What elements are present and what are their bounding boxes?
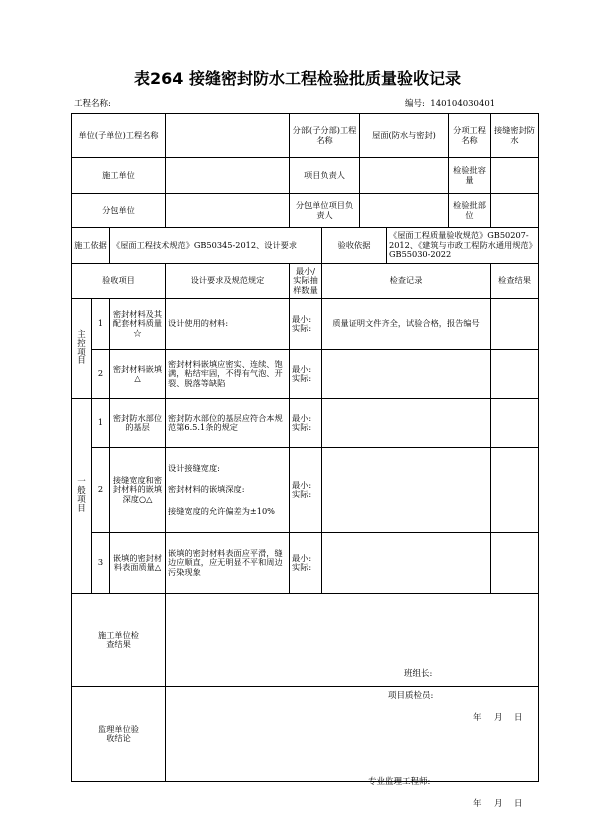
row-requirement: 设计使用的材料: <box>166 299 290 350</box>
code-label: 编号: <box>405 99 425 109</box>
inspection-table <box>71 113 539 809</box>
row-requirement: 设计接缝宽度: 密封材料的嵌填深度: 接缝宽度的允许偏差为±10% <box>166 448 290 533</box>
constructor-check-label: 施工单位检查结果 <box>72 594 166 687</box>
col-header-result: 检查结果 <box>491 264 539 299</box>
sub-item-label-cell: 分项工程名称 <box>449 114 491 158</box>
general-group-cell: 一般项目 <box>72 399 92 594</box>
year-label: 年 <box>473 713 482 723</box>
subcontractor-label-cell: 分包单位 <box>72 194 166 228</box>
row-item-name: 密封材料及其配套材料质量☆ <box>110 299 166 350</box>
table-row <box>72 299 539 350</box>
row-sample[interactable]: 最小: 实际: <box>290 533 322 594</box>
row-result[interactable] <box>491 448 539 533</box>
part-value-cell[interactable] <box>491 194 539 228</box>
main-group-cell: 主控项目 <box>72 299 92 399</box>
row-no: 2 <box>92 350 110 399</box>
table-row <box>72 533 539 594</box>
row-sample[interactable]: 最小: 实际: <box>290 299 322 350</box>
sub-item-value-cell: 接缝密封防水 <box>491 114 539 158</box>
code-field <box>405 97 495 109</box>
row-item-name: 密封材料嵌填△ <box>110 350 166 399</box>
year-label: 年 <box>473 799 482 809</box>
day-label: 日 <box>514 799 523 809</box>
supervisor-check-label: 监理单位验收结论 <box>72 687 166 782</box>
row-no: 3 <box>92 533 110 594</box>
sub-part-value-cell: 屋面(防水与密封) <box>360 114 449 158</box>
day-label: 日 <box>514 713 523 723</box>
month-label: 月 <box>494 799 503 809</box>
accept-basis-label-cell: 验收依据 <box>322 228 387 264</box>
basis-value-cell: 《屋面工程技术规范》GB50345-2012、设计要求 <box>110 228 322 264</box>
row-item-name: 嵌填的密封材料表面质量△ <box>110 533 166 594</box>
team-leader-label: 班组长: <box>404 669 433 679</box>
page-title: 表264 接缝密封防水工程检验批质量验收记录 <box>134 69 461 88</box>
table-row <box>72 448 539 533</box>
constructor-check-area[interactable] <box>166 594 539 723</box>
row-record[interactable] <box>322 533 491 594</box>
row-result[interactable] <box>491 299 539 350</box>
sub-pm-value-cell[interactable] <box>360 194 449 228</box>
unit-label-cell: 单位(子单位)工程名称 <box>72 114 166 158</box>
row-sample[interactable]: 最小: 实际: <box>290 350 322 399</box>
pm-label-cell: 项目负责人 <box>290 158 360 194</box>
row-requirement: 密封防水部位的基层应符合本规范第6.5.1条的规定 <box>166 399 290 448</box>
row-no: 1 <box>92 299 110 350</box>
row-result[interactable] <box>491 399 539 448</box>
row-record[interactable] <box>322 399 491 448</box>
row-item-name: 密封防水部位的基层 <box>110 399 166 448</box>
subcontractor-value-cell[interactable] <box>166 194 290 228</box>
constructor-value-cell[interactable] <box>166 158 290 194</box>
part-label-cell: 检验批部位 <box>449 194 491 228</box>
project-name-label: 工程名称: <box>74 99 111 109</box>
pm-value-cell[interactable] <box>360 158 449 194</box>
basis-label-cell: 施工依据 <box>72 228 110 264</box>
supervisor-check-area[interactable] <box>166 687 539 809</box>
table-row <box>72 350 539 399</box>
sub-pm-label-cell: 分包单位项目负责人 <box>290 194 360 228</box>
col-header-item: 验收项目 <box>72 264 166 299</box>
unit-value-cell[interactable] <box>166 114 290 158</box>
capacity-label-cell: 检验批容量 <box>449 158 491 194</box>
inspector-label: 项目质检员: <box>388 691 434 701</box>
sub-part-label-cell: 分部(子分部)工程名称 <box>290 114 360 158</box>
table-row <box>72 399 539 448</box>
col-header-record: 检查记录 <box>322 264 491 299</box>
code-value: 140104030401 <box>430 99 496 109</box>
row-requirement: 嵌填的密封材料表面应平滑，缝边应顺直，应无明显不平和周边污染现象 <box>166 533 290 594</box>
row-record[interactable] <box>322 350 491 399</box>
row-sample[interactable]: 最小: 实际: <box>290 448 322 533</box>
constructor-label-cell: 施工单位 <box>72 158 166 194</box>
row-requirement: 密封材料嵌填应密实、连续、饱满，粘结牢固，不得有气泡、开裂、脱落等缺陷 <box>166 350 290 399</box>
row-record[interactable] <box>322 448 491 533</box>
month-label: 月 <box>494 713 503 723</box>
engineer-label: 专业监理工程师: <box>368 777 431 787</box>
row-item-name: 接缝宽度和密封材料的嵌填深度○△ <box>110 448 166 533</box>
accept-basis-value-cell: 《屋面工程质量验收规范》GB50207-2012、《建筑与市政工程防水通用规范》GB55030-2022 <box>387 228 539 264</box>
row-sample[interactable]: 最小: 实际: <box>290 399 322 448</box>
capacity-value-cell[interactable] <box>491 158 539 194</box>
row-result[interactable] <box>491 533 539 594</box>
col-header-requirement: 设计要求及规范规定 <box>166 264 290 299</box>
row-record[interactable]: 质量证明文件齐全，试验合格，报告编号 <box>322 299 491 350</box>
row-no: 1 <box>92 399 110 448</box>
col-header-sample: 最小/实际抽样数量 <box>290 264 322 299</box>
row-no: 2 <box>92 448 110 533</box>
row-result[interactable] <box>491 350 539 399</box>
